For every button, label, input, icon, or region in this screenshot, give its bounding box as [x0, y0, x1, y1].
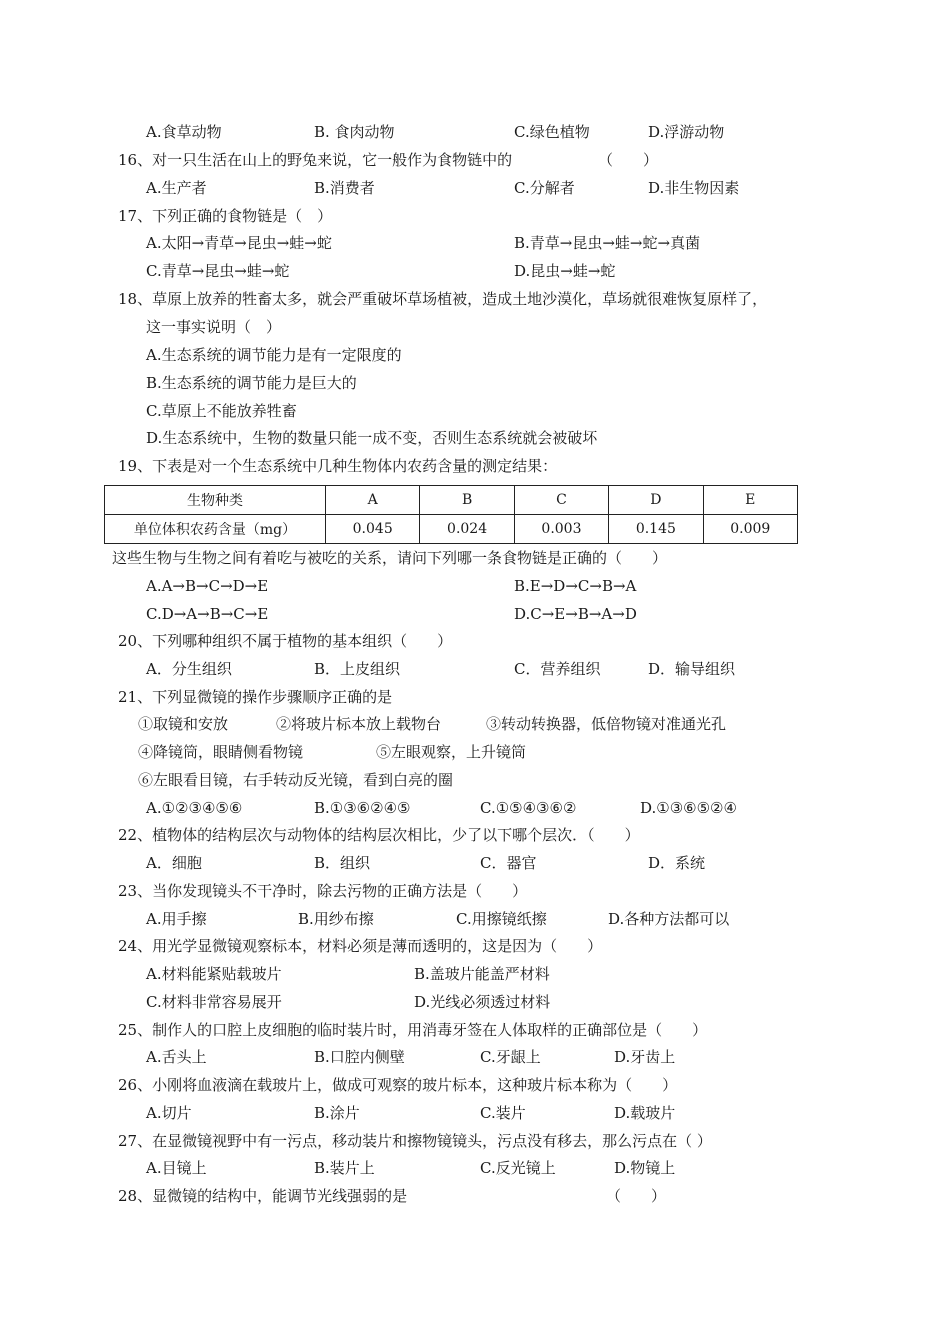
question-stem-continued: 这些生物与生物之间有着吃与被吃的关系，请问下列哪一条食物链是正确的（ ） — [112, 549, 668, 567]
question-stem: 25、制作人的口腔上皮细胞的临时装片时，用消毒牙签在人体取样的正确部位是（ ） — [118, 1021, 708, 1039]
option-d: D.生态系统中，生物的数量只能一成不变，否则生态系统就会被破坏 — [146, 429, 598, 447]
option-b: B．组织 — [314, 854, 371, 872]
step-5: ⑤左眼观察，上升镜筒 — [376, 743, 527, 761]
question-stem: 27、在显微镜视野中有一污点，移动装片和擦物镜镜头，污点没有移去，那么污点在（ ） — [118, 1132, 712, 1150]
option-c: C.青草→昆虫→蛙→蛇 — [146, 262, 290, 280]
table-cell: C — [514, 486, 608, 515]
option-b: B.①③⑥②④⑤ — [314, 799, 411, 817]
option-d: D.C→E→B→A→D — [514, 605, 637, 623]
table-header-row — [105, 486, 798, 515]
table-cell: 0.045 — [326, 515, 420, 544]
option-a: A.切片 — [146, 1104, 192, 1122]
option-d: D.昆虫→蛙→蛇 — [514, 262, 616, 280]
question-stem-continued: 这一事实说明（ ） — [146, 318, 282, 336]
option-b: B.E→D→C→B→A — [514, 577, 637, 595]
option-d: D．系统 — [648, 854, 706, 872]
option-a: A.太阳→青草→昆虫→蛙→蛇 — [146, 234, 332, 252]
table-cell: E — [703, 486, 797, 515]
question-stem: 22、植物体的结构层次与动物体的结构层次相比，少了以下哪个层次．（ ） — [118, 826, 640, 844]
table-cell: 0.003 — [514, 515, 608, 544]
option-a: A.A→B→C→D→E — [146, 577, 269, 595]
question-stem: 23、当你发现镜头不干净时，除去污物的正确方法是（ ） — [118, 882, 528, 900]
pesticide-table — [104, 485, 798, 544]
option-a: A.生态系统的调节能力是有一定限度的 — [146, 346, 402, 364]
option-b: B.涂片 — [314, 1104, 360, 1122]
option-a: A.目镜上 — [146, 1159, 207, 1177]
question-stem: 18、草原上放养的牲畜太多，就会严重破坏草场植被，造成土地沙漠化，草场就很难恢复原样了， — [118, 290, 768, 308]
option-b: B.青草→昆虫→蛙→蛇→真菌 — [514, 234, 701, 252]
option-b: B.消费者 — [314, 179, 375, 197]
option-a: A.食草动物 — [146, 123, 222, 141]
option-b: B.盖玻片能盖严材料 — [414, 965, 550, 983]
option-b: B.生态系统的调节能力是巨大的 — [146, 374, 357, 392]
question-stem: 28、显微镜的结构中，能调节光线强弱的是 — [118, 1187, 408, 1205]
option-c: C.装片 — [480, 1104, 526, 1122]
step-1: ①取镜和安放 — [138, 715, 229, 733]
table-cell: 单位体积农药含量（mg） — [105, 515, 326, 544]
option-c: C.D→A→B→C→E — [146, 605, 269, 623]
option-b: B.装片上 — [314, 1159, 375, 1177]
option-b: B.用纱布擦 — [298, 910, 374, 928]
option-b: B．上皮组织 — [314, 660, 401, 678]
table-cell: A — [326, 486, 420, 515]
option-a: A.舌头上 — [146, 1048, 207, 1066]
option-a: A.生产者 — [146, 179, 207, 197]
option-b: B.口腔内侧壁 — [314, 1048, 405, 1066]
table-cell: 0.009 — [703, 515, 797, 544]
option-c: C.用擦镜纸擦 — [456, 910, 547, 928]
option-d: D.牙齿上 — [614, 1048, 676, 1066]
answer-paren: （ ） — [598, 151, 659, 169]
table-cell: D — [609, 486, 703, 515]
option-d: D.非生物因素 — [648, 179, 740, 197]
question-stem: 21、下列显微镜的操作步骤顺序正确的是 — [118, 688, 393, 706]
option-a: A.材料能紧贴载玻片 — [146, 965, 282, 983]
option-c: C.反光镜上 — [480, 1159, 556, 1177]
option-d: D.光线必须透过材料 — [414, 993, 551, 1011]
step-4: ④降镜筒，眼睛侧看物镜 — [138, 743, 304, 761]
question-stem: 26、小刚将血液滴在载玻片上，做成可观察的玻片标本，这种玻片标本称为（ ） — [118, 1076, 678, 1094]
table-cell: B — [420, 486, 514, 515]
option-c: C.①⑤④③⑥② — [480, 799, 577, 817]
option-c: C.绿色植物 — [514, 123, 590, 141]
option-c: C.草原上不能放养牲畜 — [146, 402, 297, 420]
option-c: C.分解者 — [514, 179, 575, 197]
table-cell: 生物种类 — [105, 486, 326, 515]
option-a: A.①②③④⑤⑥ — [146, 799, 243, 817]
question-stem: 19、下表是对一个生态系统中几种生物体内农药含量的测定结果： — [118, 457, 558, 475]
option-c: C.牙龈上 — [480, 1048, 541, 1066]
question-stem: 24、用光学显微镜观察标本，材料必须是薄而透明的，这是因为（ ） — [118, 937, 603, 955]
table-cell: 0.145 — [609, 515, 703, 544]
question-stem: 16、对一只生活在山上的野兔来说，它一般作为食物链中的 — [118, 151, 513, 169]
option-d: D.物镜上 — [614, 1159, 676, 1177]
option-d: D.①③⑥⑤②④ — [640, 799, 737, 817]
option-d: D.浮游动物 — [648, 123, 725, 141]
option-a: A．分生组织 — [146, 660, 232, 678]
table-cell: 0.024 — [420, 515, 514, 544]
step-6: ⑥左眼看目镜，右手转动反光镜，看到白亮的圈 — [138, 771, 454, 789]
option-a: A.用手擦 — [146, 910, 207, 928]
option-a: A．细胞 — [146, 854, 202, 872]
table-row — [105, 515, 798, 544]
step-3: ③转动转换器，低倍物镜对准通光孔 — [486, 715, 727, 733]
option-b: B. 食肉动物 — [314, 123, 395, 141]
step-2: ②将玻片标本放上载物台 — [276, 715, 442, 733]
option-d: D.各种方法都可以 — [608, 910, 730, 928]
option-d: D．输导组织 — [648, 660, 736, 678]
question-stem: 17、下列正确的食物链是（ ） — [118, 207, 333, 225]
question-stem: 20、下列哪种组织不属于植物的基本组织（ ） — [118, 632, 453, 650]
option-d: D.载玻片 — [614, 1104, 676, 1122]
option-c: C．器官 — [480, 854, 537, 872]
answer-paren: （ ） — [606, 1187, 667, 1205]
option-c: C．营养组织 — [514, 660, 601, 678]
option-c: C.材料非常容易展开 — [146, 993, 282, 1011]
